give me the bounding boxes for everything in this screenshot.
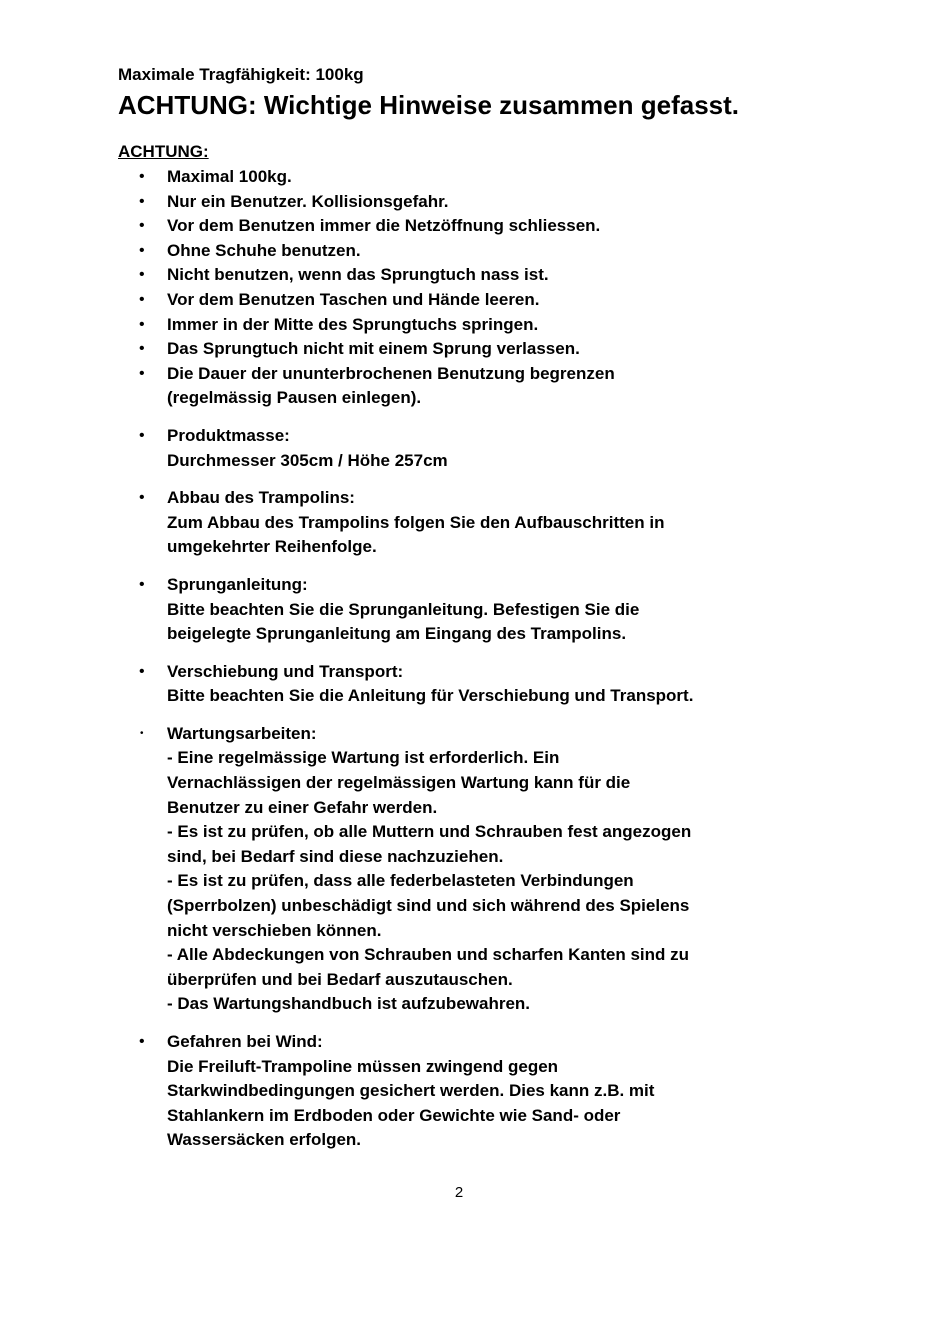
bullet-icon: •	[139, 340, 145, 358]
section-dismantling: • Abbau des Trampolins: Zum Abbau des Trampolins folgen Sie den Aufbauschritten in umgekehrter Reihenfolge.	[139, 488, 665, 557]
bullet-icon: •	[139, 315, 145, 333]
bullet-icon: •	[139, 168, 145, 185]
list-item: • Maximal 100kg.	[118, 165, 818, 190]
list-item: • Vor dem Benutzen Taschen und Hände leeren.	[118, 288, 818, 313]
list-item: • Vor dem Benutzen immer die Netzöffnung schliessen.	[118, 214, 818, 239]
bullet-icon: •	[139, 662, 145, 680]
list-item: • Das Sprungtuch nicht mit einem Sprung verlassen.	[118, 337, 818, 362]
list-item: • Die Dauer der ununterbrochenen Benutzung begrenzen (regelmässig Pausen einlegen).	[139, 363, 615, 408]
section-maintenance: • Wartungsarbeiten: - Eine regelmässige Wartung ist erforderlich. Ein Vernachlässigen der regelmässigen Wartung kann für die Benutzer zu einer Gefahr werden. - Es ist zu prüfen, ob alle Muttern und Schrauben fest angezogen sind, bei Bedarf sind diese nachzuziehen. - Es ist zu prüfen, dass alle federbelasteten Verbindungen (Sperrbolzen) unbeschädigt sind und sich während des Spielens nicht verschieben können. - Alle Abdeckungen von Schrauben und scharfen Kanten sind zu überprüfen und bei Bedarf auszutauschen. - Das Wartungshandbuch ist aufzubewahren.	[140, 723, 692, 1014]
section-wind-hazards: • Gefahren bei Wind: Die Freiluft-Trampoline müssen zwingend gegen Starkwindbedingungen gesichert werden. Dies kann z.B. mit Stahlankern im Erdboden oder Gewichte wie Sand- oder Wassersäcken erfolgen.	[139, 1032, 655, 1150]
bullet-icon: •	[139, 1033, 145, 1050]
section-product-dimensions: • Produktmasse: Durchmesser 305cm / Höhe 257cm	[139, 425, 448, 470]
list-item: • Ohne Schuhe benutzen.	[118, 239, 818, 264]
section-jump-instructions: • Sprunganleitung: Bitte beachten Sie die Sprunganleitung. Befestigen Sie die beigelegte Sprunganleitung am Eingang des Trampolins.	[139, 574, 640, 644]
page-number: 2	[454, 1184, 464, 1201]
list-item: • Immer in der Mitte des Sprungtuchs springen.	[118, 313, 818, 338]
max-capacity-line: Maximale Tragfähigkeit: 100kg	[118, 65, 364, 84]
bullet-icon: •	[139, 217, 145, 235]
page-title: ACHTUNG: Wichtige Hinweise zusammen gefasst.	[118, 90, 739, 120]
bullet-icon: •	[139, 290, 145, 308]
list-item: • Nicht benutzen, wenn das Sprungtuch nass ist.	[118, 263, 818, 288]
bullet-icon: •	[139, 241, 145, 259]
bullet-icon: •	[139, 426, 145, 444]
bullet-icon: •	[139, 575, 145, 593]
warning-list	[118, 165, 818, 1153]
warning-heading: ACHTUNG:	[118, 142, 209, 161]
bullet-icon: •	[139, 192, 145, 210]
bullet-icon: •	[139, 266, 145, 284]
list-item: • Nur ein Benutzer. Kollisionsgefahr.	[118, 190, 818, 215]
bullet-icon: •	[139, 489, 145, 507]
bullet-icon: •	[139, 364, 145, 382]
section-transport: • Verschiebung und Transport: Bitte beachten Sie die Anleitung für Verschiebung und Transport.	[139, 661, 694, 706]
bullet-icon: •	[140, 727, 144, 739]
